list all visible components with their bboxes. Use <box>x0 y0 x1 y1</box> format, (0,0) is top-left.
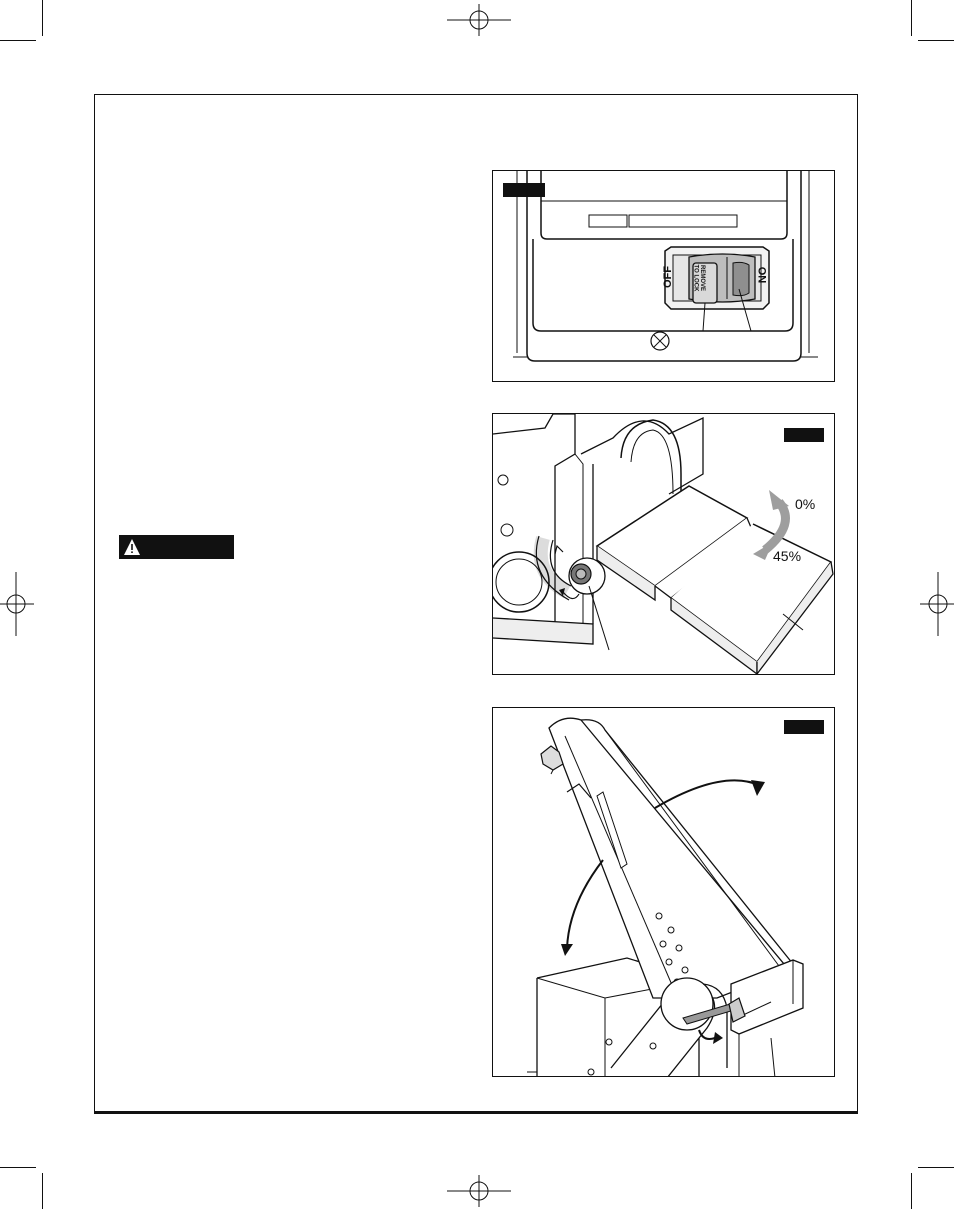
angle-label-forty-five: 45% <box>773 548 802 564</box>
key-label-remove: REMOVE <box>699 264 706 292</box>
figure-belt-arm <box>492 707 835 1077</box>
warning-label <box>119 535 234 559</box>
belt-arm-drawing <box>493 708 835 1077</box>
crop-mark <box>918 1167 954 1168</box>
on-label: ON <box>755 266 768 284</box>
figure-table-tilt <box>492 413 835 675</box>
registration-mark-bottom <box>447 1175 511 1207</box>
crop-mark <box>0 1167 36 1168</box>
off-label: OFF <box>662 266 674 288</box>
table-tilt-drawing <box>493 414 835 675</box>
angle-label-zero: 0% <box>795 496 816 512</box>
crop-mark <box>911 0 912 36</box>
registration-mark-right <box>920 572 954 636</box>
crop-mark <box>42 1173 43 1209</box>
key-label-to-lock: TO LOCK <box>692 264 699 292</box>
registration-mark-left <box>0 572 34 636</box>
crop-mark <box>42 0 43 36</box>
warning-triangle-icon <box>123 538 141 556</box>
registration-mark-top <box>447 4 511 36</box>
crop-mark <box>0 40 36 41</box>
figure-switch-panel <box>492 170 835 382</box>
crop-mark <box>911 1173 912 1209</box>
crop-mark <box>918 40 954 41</box>
